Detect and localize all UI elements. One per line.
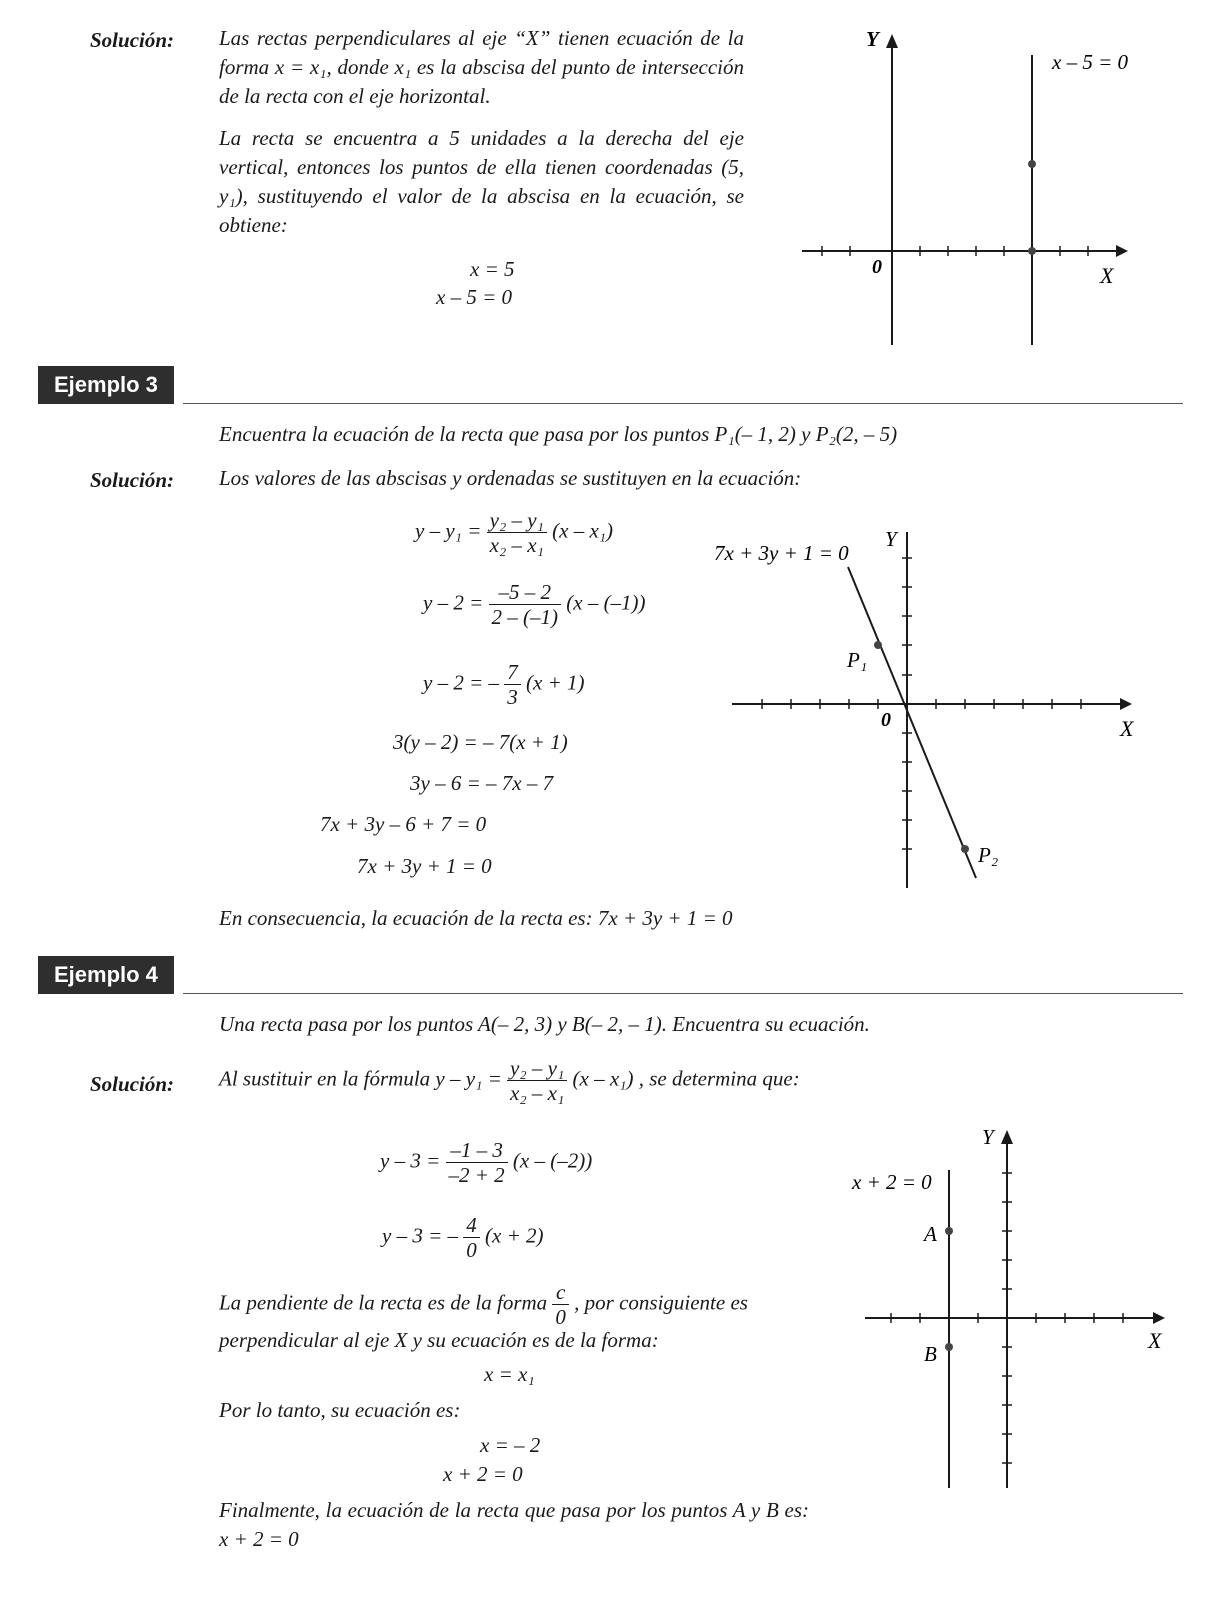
origin-label: 0: [872, 256, 882, 278]
graph-vertical-line-x-minus-2: [840, 1120, 1185, 1500]
line-label: x – 5 = 0: [1052, 50, 1128, 74]
graph-line-7x-3y-1: [700, 520, 1170, 900]
example-3-banner: Ejemplo 3: [38, 366, 174, 404]
example-3-rule: [183, 403, 1183, 404]
solution-label-1: Solución:: [90, 28, 175, 52]
p2-label: P₂: [978, 843, 999, 867]
b-label: B: [924, 1342, 937, 1366]
example-4-equation-1: x = – 2: [480, 1433, 541, 1457]
example-4-therefore: Por lo tanto, su ecuación es:: [219, 1398, 461, 1422]
example-4-statement: Una recta pasa por los puntos A(– 2, 3) y B(– 2, – 1). Encuentra su ecuación.: [219, 1012, 870, 1036]
point-on-line: [1028, 160, 1036, 168]
line-7x-3y-1: [848, 567, 976, 878]
solution-label-3: Solución:: [90, 468, 175, 492]
intersection-point: [1028, 247, 1036, 255]
example-4-rule: [183, 993, 1183, 994]
example-4-final: Finalmente, la ecuación de la recta que pasa por los puntos A y B es: x + 2 = 0: [219, 1498, 809, 1551]
example-4-form-equation: x = x₁: [484, 1362, 535, 1386]
example-3-step-1: y – y₁ = $\frac{\text{y₂ – y₁}}{\text{x₂ – x₁}}$ (x – x₁): [415, 508, 614, 557]
p1-label: P₁: [847, 648, 868, 672]
example-3-step-6: 7x + 3y – 6 + 7 = 0: [320, 812, 487, 836]
section1-paragraph-1: Las rectas perpendiculares al eje “X” tienen ecuación de la forma x = x₁, donde x₁ es la abscisa del punto de intersección de la recta con el eje horizontal.: [219, 26, 744, 108]
x-axis-arrow: [1116, 245, 1128, 257]
graph-vertical-line-x5: [790, 20, 1160, 355]
solution-label-4: Solución:: [90, 1072, 175, 1096]
example-3-step-2: y – 2 = $\frac{-5 - 2}{2 - (-1)}$ (x – (–1)): [423, 580, 646, 629]
point-p1: [874, 641, 882, 649]
y-axis-label: Y: [866, 27, 879, 51]
example-3-step-5: 3y – 6 = – 7x – 7: [410, 771, 554, 795]
line-label: x + 2 = 0: [852, 1170, 932, 1194]
section1-equation-2: x – 5 = 0: [436, 285, 512, 309]
example-3-statement: Encuentra la ecuación de la recta que pasa por los puntos P₁(– 1, 2) y P₂(2, – 5): [219, 422, 898, 446]
a-label: A: [924, 1222, 937, 1246]
example-4-step-2: y – 3 = – $\frac{4}{0}$ (x + 2): [382, 1213, 544, 1262]
point-b: [945, 1343, 953, 1351]
example-4-intro: Al sustituir en la fórmula y – y₁ = $\frac{\text{y₂ – y₁}}{\text{x₂ – x₁}}$ (x – x₁) , se determina que:: [219, 1056, 800, 1105]
example-3-step-4: 3(y – 2) = – 7(x + 1): [393, 730, 568, 754]
section1-paragraph-2: La recta se encuentra a 5 unidades a la derecha del eje vertical, entonces los puntos de ella tienen coordenadas (5, y₁), sustituyendo el valor de la abscisa en la ecuación, se obtiene:: [219, 126, 744, 237]
example-4-step-1: y – 3 = $\frac{-1 - 3}{-2 + 2}$ (x – (–2)): [380, 1138, 593, 1187]
line-label: 7x + 3y + 1 = 0: [714, 541, 849, 565]
example-4-equation-2: x + 2 = 0: [443, 1462, 523, 1486]
x-axis-label: X: [1148, 1328, 1162, 1353]
x-axis-label: X: [1100, 263, 1114, 288]
point-a: [945, 1227, 953, 1235]
example-4-slope-line-1: La pendiente de la recta es de la forma $\frac{c}{0}$ , por consiguiente es: [219, 1280, 748, 1329]
section1-equation-1: x = 5: [470, 257, 515, 281]
x-axis-arrow: [1153, 1312, 1165, 1324]
example-3-conclusion: En consecuencia, la ecuación de la recta es: 7x + 3y + 1 = 0: [219, 906, 733, 930]
example-3-intro: Los valores de las abscisas y ordenadas se sustituyen en la ecuación:: [219, 466, 802, 490]
y-axis-label: Y: [885, 527, 897, 551]
example-4-banner: Ejemplo 4: [38, 956, 174, 994]
example-4-slope-line-2: perpendicular al eje X y su ecuación es de la forma:: [219, 1328, 659, 1352]
y-axis-label: Y: [982, 1125, 994, 1149]
point-p2: [961, 845, 969, 853]
x-axis-arrow: [1120, 698, 1132, 710]
y-axis-arrow: [886, 34, 898, 48]
origin-label: 0: [881, 709, 891, 731]
example-3-step-7: 7x + 3y + 1 = 0: [357, 854, 492, 878]
x-axis-label: X: [1120, 716, 1134, 741]
example-3-step-3: y – 2 = – $\frac{7}{3}$ (x + 1): [423, 660, 585, 709]
y-axis-arrow: [1001, 1130, 1013, 1144]
